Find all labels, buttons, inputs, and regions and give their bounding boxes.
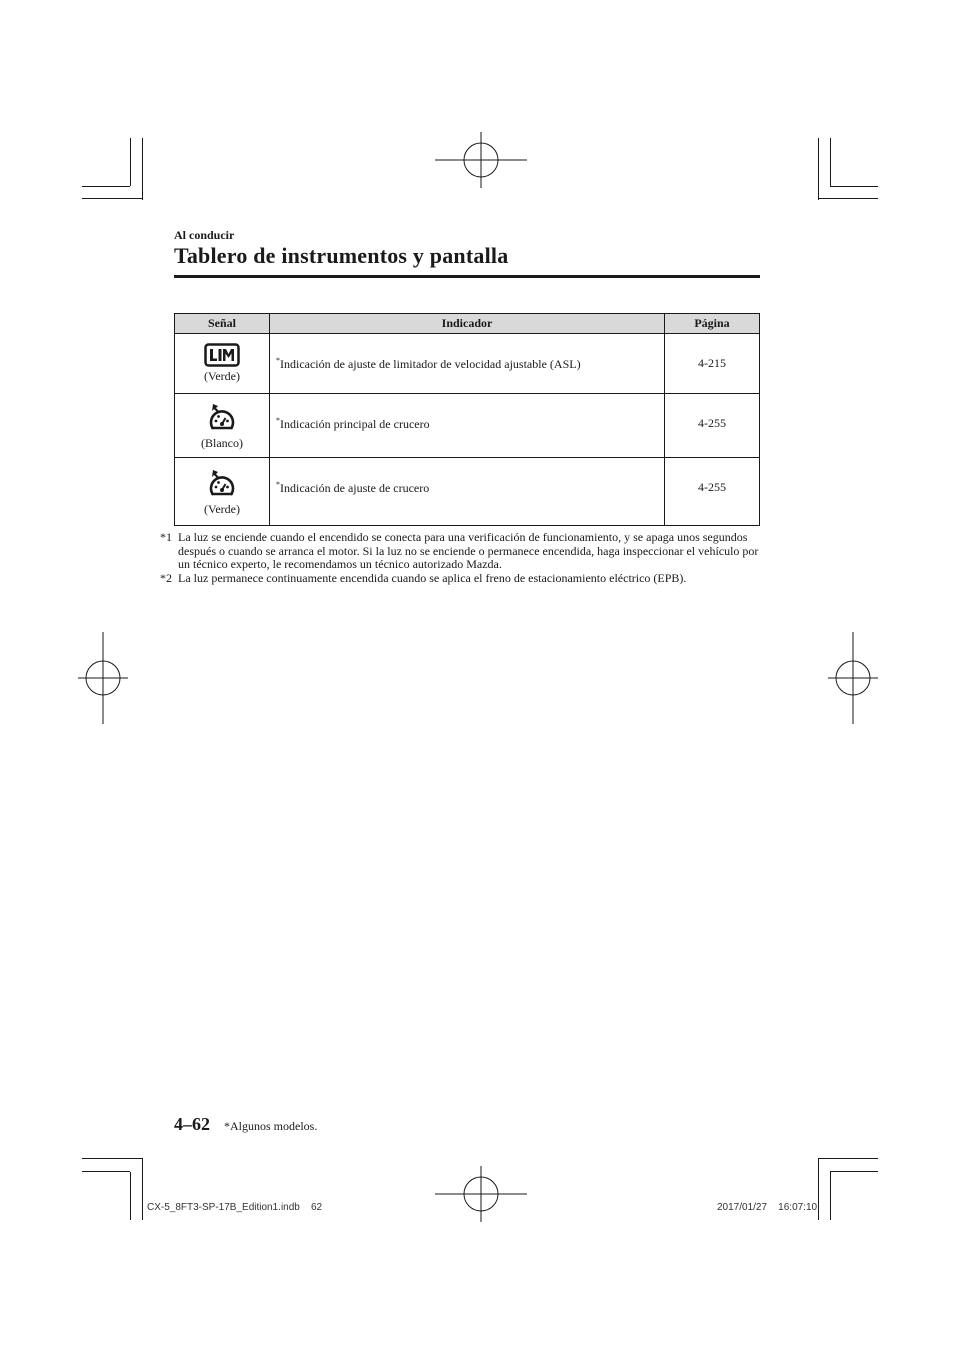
indicator-cell <box>270 394 665 458</box>
crop-mark <box>82 186 130 187</box>
signal-color-label: (Verde) <box>204 502 240 516</box>
page-title: Tablero de instrumentos y pantalla <box>174 243 509 268</box>
print-file-info: CX-5_8FT3-SP-17B_Edition1.indb 62 <box>147 1202 323 1213</box>
footnote-marker: * <box>276 480 280 489</box>
signal-color-label: (Verde) <box>204 369 240 383</box>
indicator-table <box>174 313 760 526</box>
table-row <box>175 334 760 394</box>
page-number: 4–62 <box>174 1114 210 1134</box>
indicator-cell <box>270 458 665 526</box>
footnote-marker: * <box>276 416 280 425</box>
indicator-text: Indicación de ajuste de limitador de velocidad ajustable (ASL) <box>280 357 581 371</box>
registration-mark <box>435 1166 527 1222</box>
registration-mark <box>78 632 128 724</box>
section-label: Al conducir <box>174 228 235 242</box>
crop-mark <box>82 1171 130 1172</box>
signal-cell <box>175 334 270 394</box>
page-ref: 4-255 <box>665 458 760 526</box>
registration-mark <box>828 632 878 724</box>
header-indicator: Indicador <box>270 314 665 334</box>
table-header-row <box>175 314 760 334</box>
cruise-set-icon <box>205 466 239 500</box>
cruise-main-icon <box>205 400 239 434</box>
crop-mark <box>818 198 878 199</box>
print-timestamp: 2017/01/27 16:07:10 <box>717 1202 818 1213</box>
footnote <box>160 531 760 572</box>
footnotes <box>160 531 760 585</box>
crop-mark <box>818 1158 819 1220</box>
page-ref: 4-255 <box>665 394 760 458</box>
indicator-text: Indicación de ajuste de crucero <box>280 481 430 495</box>
signal-cell <box>175 458 270 526</box>
crop-mark <box>830 1172 831 1220</box>
indicator-cell <box>270 334 665 394</box>
crop-mark <box>130 1172 131 1220</box>
crop-mark <box>130 138 131 186</box>
footnote-marker: * <box>276 356 280 365</box>
crop-mark <box>82 1158 142 1159</box>
footnote-number: *2 <box>160 570 172 585</box>
indicator-text: Indicación principal de crucero <box>280 417 430 431</box>
table-row <box>175 458 760 526</box>
footnote-text: La luz se enciende cuando el encendido se conecta para una verificación de funcionamiento, y se apaga unos segundos después o cuando se arranca el motor. Si la luz no se enciende o permanece encendida, haga inspeccionar el vehículo por un técnico experto, le recomendamos un técnico autorizado Mazda. <box>178 530 759 571</box>
registration-mark <box>435 132 527 188</box>
signal-cell <box>175 394 270 458</box>
crop-mark <box>142 1158 143 1220</box>
footnote-number: *1 <box>160 530 172 544</box>
lim-icon <box>204 343 240 367</box>
footnote-text: La luz permanece continuamente encendida cuando se aplica el freno de estacionamiento eléctrico (EPB). <box>178 570 687 585</box>
table-row <box>175 394 760 458</box>
crop-mark <box>830 186 878 187</box>
signal-color-label: (Blanco) <box>201 436 243 450</box>
header-signal: Señal <box>175 314 270 334</box>
footnote <box>160 572 760 586</box>
crop-mark <box>142 138 143 200</box>
models-note: *Algunos modelos. <box>224 1119 318 1133</box>
crop-mark <box>818 138 819 200</box>
crop-mark <box>830 1171 878 1172</box>
crop-mark <box>830 138 831 186</box>
title-divider <box>174 275 760 278</box>
page-ref: 4-215 <box>665 334 760 394</box>
crop-mark <box>818 1158 878 1159</box>
crop-mark <box>82 198 142 199</box>
header-page: Página <box>665 314 760 334</box>
